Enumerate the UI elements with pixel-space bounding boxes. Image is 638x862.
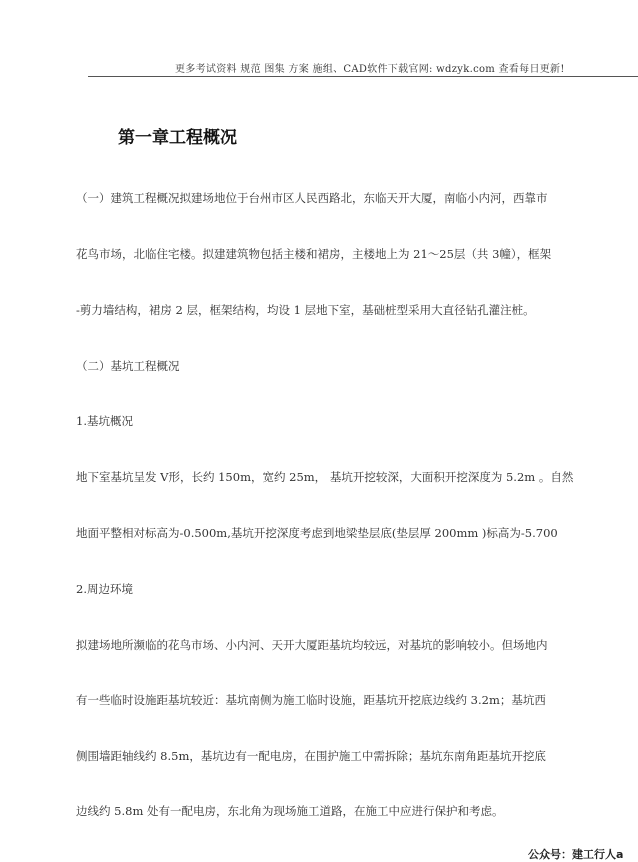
body-line-10: 有一些临时设施距基坑较近：基坑南侧为施工临时设施，距基坑开挖底边线约 3.2m；基坑西 xyxy=(76,693,546,707)
chapter-title: 第一章工程概况 xyxy=(118,128,237,148)
header-rule xyxy=(88,76,638,77)
section-heading-2: （二）基坑工程概况 xyxy=(76,359,180,373)
body-line-6: 地下室基坑呈发 V形，长约 150m，宽约 25m， 基坑开挖较深，大面积开挖深度为 5.2m 。自然 xyxy=(76,470,574,484)
body-line-2: 花鸟市场，北临住宅楼。拟建建筑物包括主楼和裙房，主楼地上为 21～25层（共 3幢），框架 xyxy=(76,247,552,261)
footer-watermark: 公众号：建工行人a xyxy=(528,848,624,861)
body-line-9: 拟建场地所濒临的花鸟市场、小内河、天开大厦距基坑均较远，对基坑的影响较小。但场地内 xyxy=(76,638,548,652)
body-line-12: 边线约 5.8m 处有一配电房，东北角为现场施工道路，在施工中应进行保护和考虑。 xyxy=(76,804,504,818)
subsection-heading-2: 2.周边环境 xyxy=(76,582,133,596)
body-line-11: 侧围墙距轴线约 8.5m，基坑边有一配电房，在围护施工中需拆除；基坑东南角距基坑开挖底 xyxy=(76,749,546,763)
body-line-1: （一）建筑工程概况拟建场地位于台州市区人民西路北，东临天开大厦，南临小内河，西靠市 xyxy=(76,191,548,205)
page-header-note: 更多考试资料 规范 图集 方案 施组、CAD软件下载官网: wdzyk.com 查看每日更新! xyxy=(175,64,565,75)
subsection-heading-1: 1.基坑概况 xyxy=(76,414,133,428)
body-line-3: -剪力墙结构，裙房 2 层，框架结构，均设 1 层地下室，基础桩型采用大直径钻孔灌注桩。 xyxy=(76,303,535,317)
body-line-7: 地面平整相对标高为-0.500m,基坑开挖深度考虑到地梁垫层底(垫层厚 200mm )标高为-5.700 xyxy=(76,526,558,540)
